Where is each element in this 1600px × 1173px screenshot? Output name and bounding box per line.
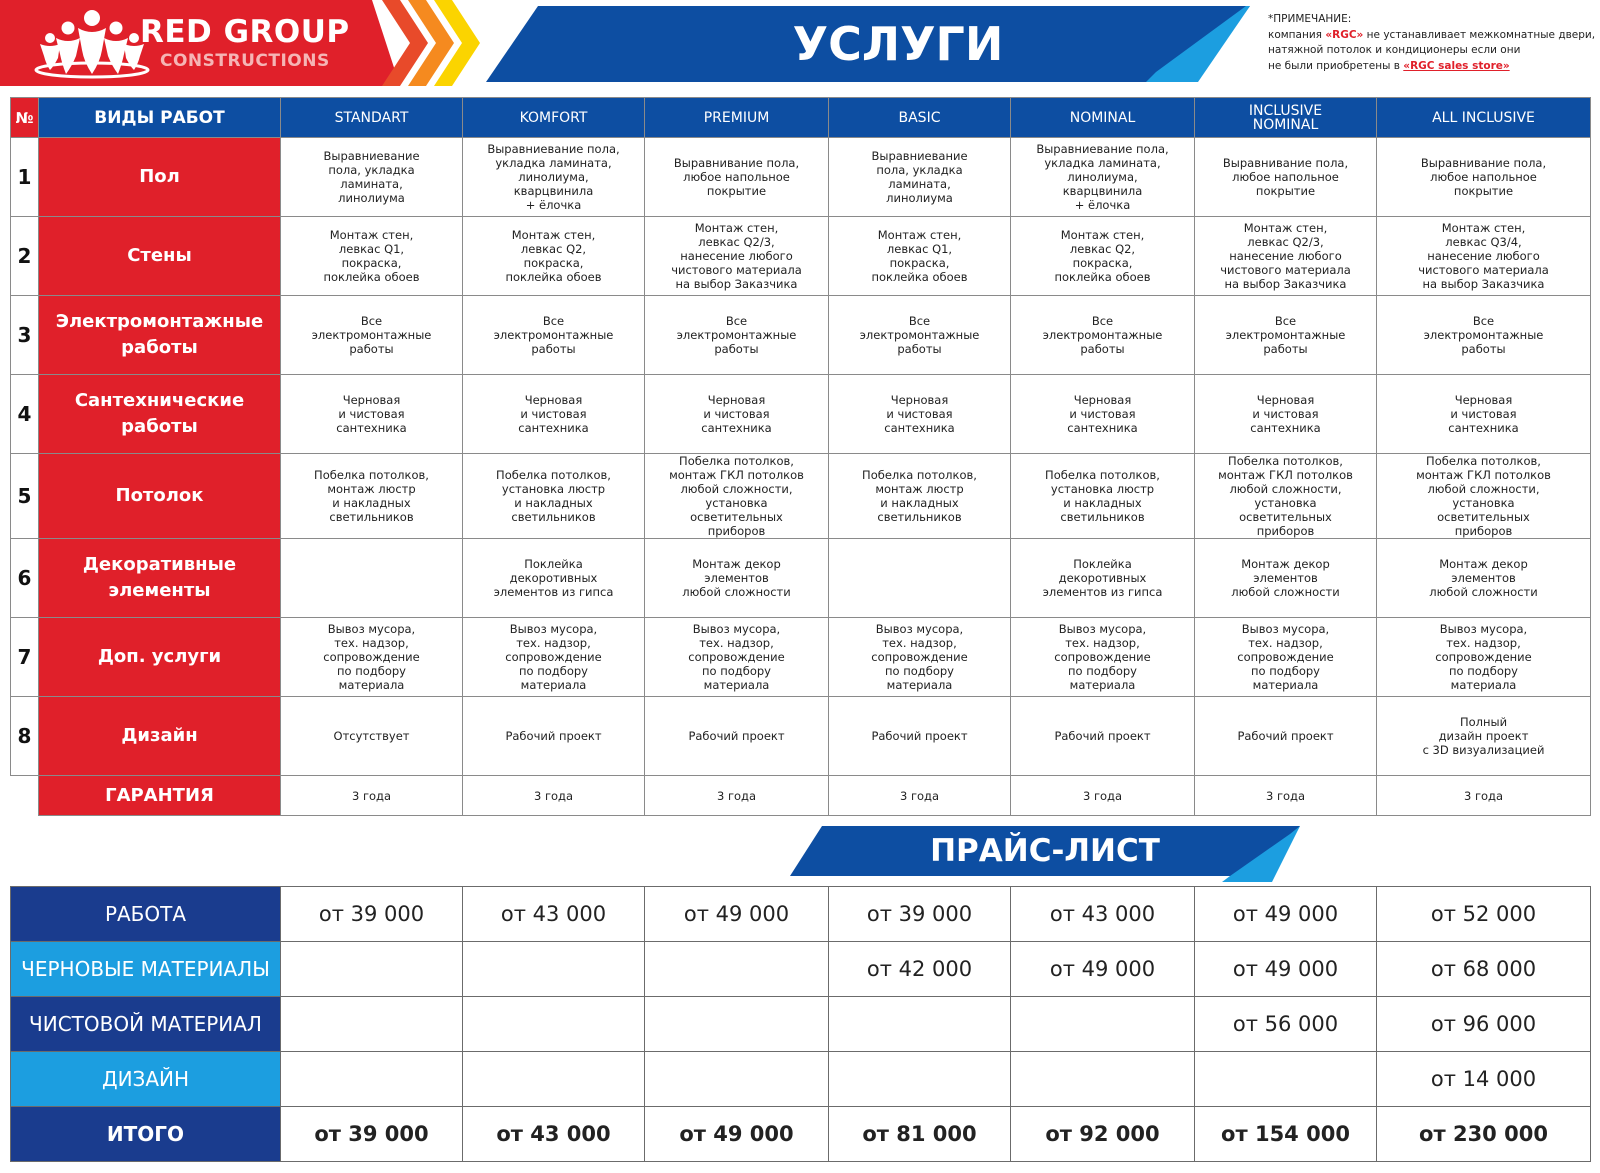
category-cell: Декоративные элементы: [39, 539, 281, 618]
service-row: [11, 454, 1591, 539]
service-cell: Выравниевание пола, укладка ламината, линолиума: [829, 138, 1011, 217]
price-row-label: ЧЕРНОВЫЕ МАТЕРИАЛЫ: [11, 942, 281, 997]
row-number: 7: [11, 618, 39, 697]
service-cell: Все электромонтажные работы: [1011, 296, 1195, 375]
price-cell: от 49 000: [1011, 942, 1195, 997]
service-cell: Рабочий проект: [829, 697, 1011, 776]
service-cell: Все электромонтажные работы: [463, 296, 645, 375]
category-cell: Стены: [39, 217, 281, 296]
price-cell: от 43 000: [1011, 887, 1195, 942]
price-cell: от 68 000: [1377, 942, 1591, 997]
service-row: [11, 217, 1591, 296]
note-text: не устанавливает межкомнатные двери,: [1363, 28, 1596, 41]
brand-subtitle: CONSTRUCTIONS: [160, 51, 330, 71]
price-total-row: [11, 1107, 1591, 1162]
price-cell: [645, 1052, 829, 1107]
price-cell: [829, 1052, 1011, 1107]
service-row: [11, 539, 1591, 618]
guarantee-cell: 3 года: [829, 776, 1011, 816]
price-cell: от 49 000: [645, 887, 829, 942]
price-row-label: РАБОТА: [11, 887, 281, 942]
service-cell: Побелка потолков, монтаж ГКЛ потолков любой сложности, установка осветительных приборов: [1377, 454, 1591, 539]
price-cell: от 49 000: [1195, 887, 1377, 942]
price-cell: от 39 000: [829, 887, 1011, 942]
services-table: [10, 97, 1591, 816]
service-cell: Все электромонтажные работы: [645, 296, 829, 375]
guarantee-cell: 3 года: [281, 776, 463, 816]
price-cell: [463, 997, 645, 1052]
service-cell: Монтаж декор элементов любой сложности: [1377, 539, 1591, 618]
service-row: [11, 375, 1591, 454]
package-header: BASIC: [829, 98, 1011, 138]
price-cell: от 39 000: [281, 1107, 463, 1162]
category-cell: Потолок: [39, 454, 281, 539]
service-row: [11, 138, 1591, 217]
service-cell: Монтаж стен, левкас Q3/4, нанесение любого чистового материала на выбор Заказчика: [1377, 217, 1591, 296]
logo-band: [0, 0, 500, 86]
price-cell: от 42 000: [829, 942, 1011, 997]
service-cell: Все электромонтажные работы: [829, 296, 1011, 375]
service-row: [11, 296, 1591, 375]
service-cell: Вывоз мусора, тех. надзор, сопровождение по подбору материала: [1011, 618, 1195, 697]
price-cell: от 43 000: [463, 887, 645, 942]
price-cell: от 92 000: [1011, 1107, 1195, 1162]
services-header-row: [11, 98, 1591, 138]
price-cell: [281, 942, 463, 997]
price-cell: от 52 000: [1377, 887, 1591, 942]
service-cell: Вывоз мусора, тех. надзор, сопровождение по подбору материала: [281, 618, 463, 697]
price-cell: от 96 000: [1377, 997, 1591, 1052]
price-cell: [1011, 997, 1195, 1052]
package-header: NOMINAL: [1011, 98, 1195, 138]
row-number: 5: [11, 454, 39, 539]
service-cell: Полный дизайн проект с 3D визуализацией: [1377, 697, 1591, 776]
service-cell: Черновая и чистовая сантехника: [829, 375, 1011, 454]
price-cell: [645, 997, 829, 1052]
service-cell: Черновая и чистовая сантехника: [1377, 375, 1591, 454]
category-cell: Сантехнические работы: [39, 375, 281, 454]
package-header: PREMIUM: [645, 98, 829, 138]
price-row: [11, 997, 1591, 1052]
service-cell: Монтаж стен, левкас Q2/3, нанесение любого чистового материала на выбор Заказчика: [645, 217, 829, 296]
guarantee-label: ГАРАНТИЯ: [39, 776, 281, 816]
package-header: STANDART: [281, 98, 463, 138]
service-cell: Побелка потолков, монтаж ГКЛ потолков любой сложности, установка осветительных приборов: [1195, 454, 1377, 539]
service-cell: Черновая и чистовая сантехника: [463, 375, 645, 454]
price-cell: от 43 000: [463, 1107, 645, 1162]
note-store-link[interactable]: «RGC sales store»: [1403, 59, 1510, 72]
note-heading: *ПРИМЕЧАНИЕ:: [1268, 13, 1352, 25]
service-cell: Побелка потолков, установка люстр и накладных светильников: [1011, 454, 1195, 539]
guarantee-cell: 3 года: [1011, 776, 1195, 816]
service-cell: Отсутствует: [281, 697, 463, 776]
service-cell: Побелка потолков, монтаж люстр и накладных светильников: [829, 454, 1011, 539]
guarantee-cell: 3 года: [645, 776, 829, 816]
package-header: INCLUSIVE NOMINAL: [1195, 98, 1377, 138]
price-row-label: ЧИСТОВОЙ МАТЕРИАЛ: [11, 997, 281, 1052]
guarantee-cell: 3 года: [463, 776, 645, 816]
service-cell: Вывоз мусора, тех. надзор, сопровождение по подбору материала: [645, 618, 829, 697]
service-cell: Выравниевание пола, укладка ламината, линолиума: [281, 138, 463, 217]
service-cell: Монтаж декор элементов любой сложности: [645, 539, 829, 618]
service-cell: Монтаж декор элементов любой сложности: [1195, 539, 1377, 618]
price-cell: от 154 000: [1195, 1107, 1377, 1162]
service-cell: Выравниевание пола, укладка ламината, линолиума, кварцвинила + ёлочка: [463, 138, 645, 217]
guarantee-cell: 3 года: [1195, 776, 1377, 816]
service-cell: Монтаж стен, левкас Q1, покраска, поклейка обоев: [281, 217, 463, 296]
row-number: 6: [11, 539, 39, 618]
note-line-2: натяжной потолок и кондиционеры если они: [1268, 44, 1521, 56]
brand-name: RED GROUP: [140, 14, 350, 50]
price-list-title: ПРАЙС-ЛИСТ: [930, 833, 1160, 869]
service-cell: Черновая и чистовая сантехника: [1195, 375, 1377, 454]
service-cell: Вывоз мусора, тех. надзор, сопровождение по подбору материала: [463, 618, 645, 697]
category-cell: Пол: [39, 138, 281, 217]
service-cell: Черновая и чистовая сантехника: [645, 375, 829, 454]
service-cell: Все электромонтажные работы: [1195, 296, 1377, 375]
note-line-1: [1268, 28, 1598, 44]
price-cell: [463, 942, 645, 997]
note-text: не были приобретены в: [1268, 59, 1404, 72]
service-cell: Все электромонтажные работы: [1377, 296, 1591, 375]
service-cell: Рабочий проект: [1195, 697, 1377, 776]
price-cell: от 14 000: [1377, 1052, 1591, 1107]
price-row: [11, 1052, 1591, 1107]
service-cell: Побелка потолков, монтаж люстр и накладных светильников: [281, 454, 463, 539]
service-cell: Выравнивание пола, любое напольное покрытие: [1195, 138, 1377, 217]
service-cell: Поклейка декоротивных элементов из гипса: [463, 539, 645, 618]
package-header: KOMFORT: [463, 98, 645, 138]
service-cell: Монтаж стен, левкас Q2, покраска, поклейка обоев: [1011, 217, 1195, 296]
service-cell: Рабочий проект: [645, 697, 829, 776]
price-cell: [463, 1052, 645, 1107]
service-cell: Рабочий проект: [1011, 697, 1195, 776]
service-cell: Рабочий проект: [463, 697, 645, 776]
price-cell: [281, 1052, 463, 1107]
service-cell: Побелка потолков, установка люстр и накладных светильников: [463, 454, 645, 539]
page-title: УСЛУГИ: [792, 17, 1004, 71]
price-row: [11, 887, 1591, 942]
row-number: 1: [11, 138, 39, 217]
row-number: 8: [11, 697, 39, 776]
title-banner: [486, 6, 1250, 82]
price-cell: от 39 000: [281, 887, 463, 942]
row-number: 2: [11, 217, 39, 296]
guarantee-number-blank: [11, 776, 39, 816]
price-cell: [1195, 1052, 1377, 1107]
service-row: [11, 618, 1591, 697]
service-cell: Выравнивание пола, любое напольное покрытие: [645, 138, 829, 217]
note: [1268, 12, 1598, 74]
service-row: [11, 697, 1591, 776]
service-cell: Вывоз мусора, тех. надзор, сопровождение по подбору материала: [829, 618, 1011, 697]
service-cell: Черновая и чистовая сантехника: [1011, 375, 1195, 454]
price-row-label: ИТОГО: [11, 1107, 281, 1162]
service-cell: Монтаж стен, левкас Q1, покраска, поклейка обоев: [829, 217, 1011, 296]
service-cell: Побелка потолков, монтаж ГКЛ потолков любой сложности, установка осветительных приборов: [645, 454, 829, 539]
service-cell: [829, 539, 1011, 618]
row-number: 4: [11, 375, 39, 454]
service-cell: Монтаж стен, левкас Q2, покраска, поклейка обоев: [463, 217, 645, 296]
price-cell: от 49 000: [645, 1107, 829, 1162]
price-cell: от 230 000: [1377, 1107, 1591, 1162]
price-row-label: ДИЗАЙН: [11, 1052, 281, 1107]
price-body: [11, 887, 1591, 1162]
service-cell: Выравниевание пола, укладка ламината, линолиума, кварцвинила + ёлочка: [1011, 138, 1195, 217]
package-header: ALL INCLUSIVE: [1377, 98, 1591, 138]
category-cell: Дизайн: [39, 697, 281, 776]
service-cell: Выравнивание пола, любое напольное покрытие: [1377, 138, 1591, 217]
work-type-column-header: ВИДЫ РАБОТ: [39, 98, 281, 138]
service-cell: Все электромонтажные работы: [281, 296, 463, 375]
services-body: [11, 138, 1591, 816]
price-table: [10, 886, 1591, 1162]
price-list-banner: [790, 826, 1300, 882]
note-brand: «RGC»: [1325, 28, 1364, 41]
price-cell: от 81 000: [829, 1107, 1011, 1162]
price-cell: от 56 000: [1195, 997, 1377, 1052]
price-cell: [1011, 1052, 1195, 1107]
price-cell: [281, 997, 463, 1052]
service-cell: Вывоз мусора, тех. надзор, сопровождение по подбору материала: [1377, 618, 1591, 697]
price-cell: [829, 997, 1011, 1052]
service-cell: Черновая и чистовая сантехника: [281, 375, 463, 454]
guarantee-row: [11, 776, 1591, 816]
guarantee-cell: 3 года: [1377, 776, 1591, 816]
service-cell: Поклейка декоротивных элементов из гипса: [1011, 539, 1195, 618]
price-cell: [645, 942, 829, 997]
note-line-3: [1268, 59, 1598, 75]
service-cell: Монтаж стен, левкас Q2/3, нанесение любого чистового материала на выбор Заказчика: [1195, 217, 1377, 296]
note-text: компания: [1268, 28, 1326, 41]
service-cell: [281, 539, 463, 618]
service-cell: Вывоз мусора, тех. надзор, сопровождение по подбору материала: [1195, 618, 1377, 697]
price-row: [11, 942, 1591, 997]
row-number: 3: [11, 296, 39, 375]
category-cell: Доп. услуги: [39, 618, 281, 697]
category-cell: Электромонтажные работы: [39, 296, 281, 375]
number-column-header: №: [11, 98, 39, 138]
price-cell: от 49 000: [1195, 942, 1377, 997]
